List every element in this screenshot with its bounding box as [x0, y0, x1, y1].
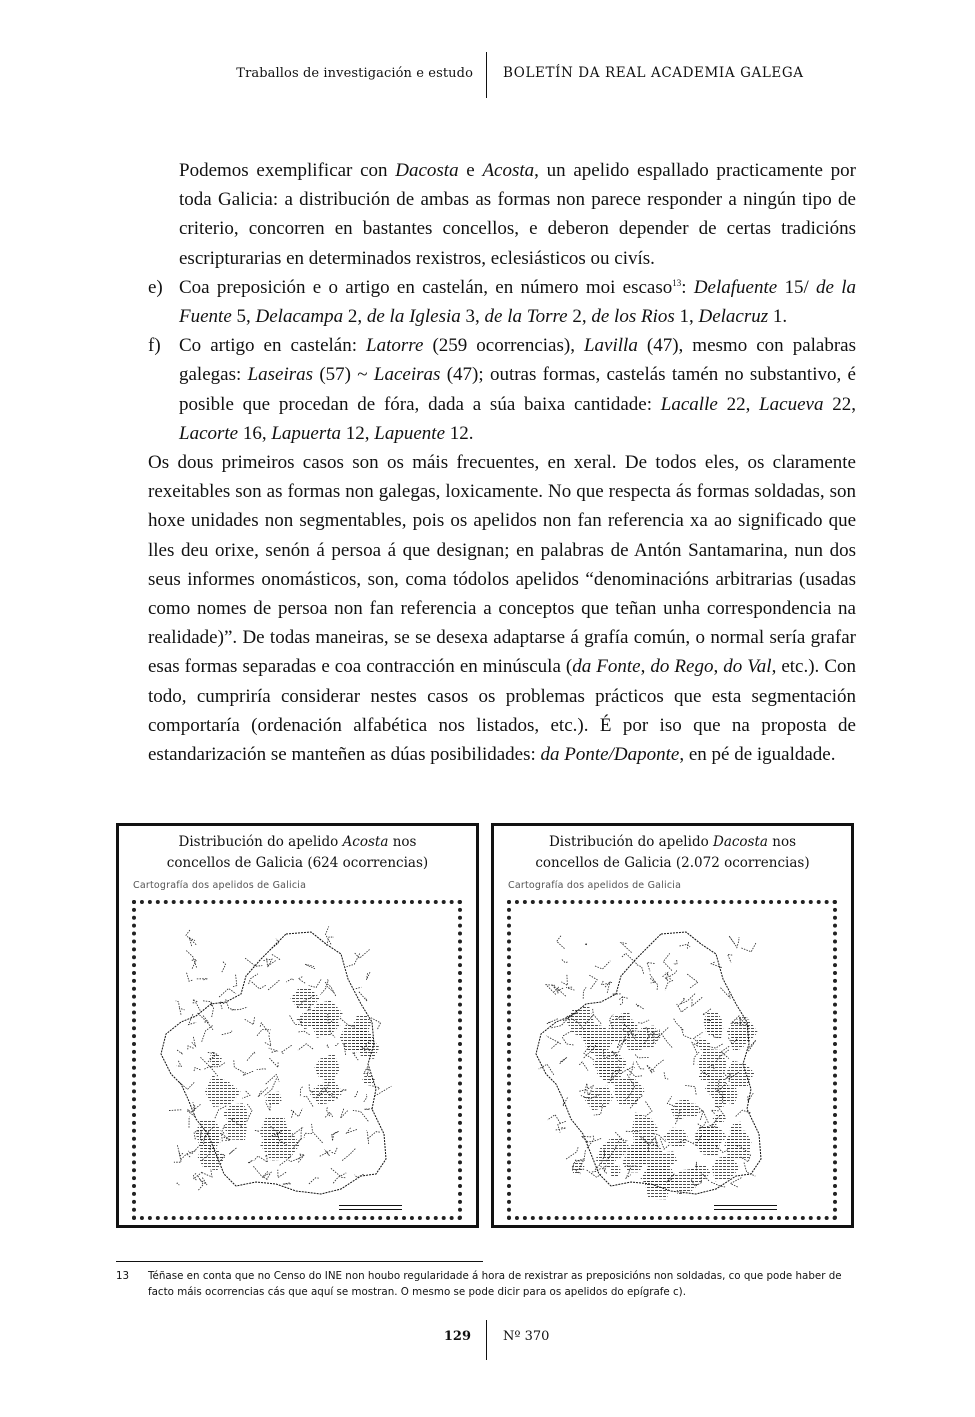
list-item-f — [148, 331, 856, 448]
figure-title-text: Distribución do apelido — [548, 834, 713, 850]
municipal-border — [260, 1023, 270, 1034]
municipal-border — [592, 1168, 601, 1172]
municipal-border — [602, 980, 613, 985]
scale-bar — [714, 1205, 777, 1210]
municipal-border — [177, 1061, 182, 1067]
municipal-border — [365, 1109, 373, 1110]
municipal-border — [257, 1069, 266, 1070]
municipal-border — [332, 1131, 339, 1135]
text-run: , — [713, 656, 724, 678]
text-run: 16, — [238, 422, 272, 444]
municipal-border — [359, 992, 367, 1001]
municipal-border — [627, 1069, 642, 1077]
municipal-border — [254, 1156, 267, 1162]
footnote — [116, 1268, 856, 1300]
municipal-border — [562, 1036, 574, 1045]
text-run: 1, — [674, 306, 699, 328]
italic-term: da Ponte/Daponte — [540, 744, 680, 766]
figure-subtitle: Cartografía dos apelidos de Galicia — [508, 880, 682, 891]
municipal-border — [583, 987, 586, 998]
municipal-border — [669, 970, 677, 977]
page-number: 129 — [443, 1329, 471, 1344]
municipal-border — [367, 1130, 369, 1144]
shaded-municipality — [610, 1165, 621, 1177]
municipal-border — [587, 1170, 602, 1177]
municipal-border — [299, 977, 306, 984]
municipal-border — [194, 1068, 201, 1072]
figure-title-text: Distribución do apelido — [178, 834, 343, 850]
issue-number: Nº 370 — [503, 1329, 550, 1344]
figure-title-surname: Dacosta — [713, 834, 768, 850]
figure-title-text: nos — [388, 834, 417, 850]
galicia-map — [511, 904, 833, 1216]
page-footer — [0, 1320, 975, 1360]
municipal-border — [188, 1155, 191, 1158]
municipal-border — [354, 1091, 358, 1097]
municipal-border — [248, 1160, 253, 1163]
municipal-border — [557, 935, 565, 949]
italic-term: de la Iglesia — [366, 306, 461, 328]
municipal-border — [332, 1148, 338, 1154]
municipal-border — [229, 1148, 237, 1155]
municipal-border — [553, 986, 566, 996]
body-text — [148, 156, 856, 769]
municipal-border — [326, 926, 332, 944]
municipal-border — [249, 974, 258, 984]
municipal-border — [300, 1087, 302, 1097]
municipal-border — [356, 987, 362, 989]
municipal-border — [562, 1031, 572, 1036]
municipal-border — [622, 953, 637, 964]
text-run: Coa preposición e o artigo en castelán, en número moi escaso — [179, 276, 673, 298]
text-run: Co artigo en castelán: — [179, 335, 367, 357]
municipal-border — [547, 1019, 558, 1024]
shaded-municipality — [663, 1128, 688, 1147]
italic-term: Delacruz — [698, 306, 769, 328]
text-run: , — [640, 656, 651, 678]
municipal-border — [728, 954, 733, 962]
municipal-border — [264, 1035, 271, 1046]
municipal-border — [312, 1124, 323, 1143]
municipal-border — [319, 1150, 330, 1156]
municipal-border — [283, 1183, 291, 1184]
municipal-border — [364, 1094, 367, 1102]
municipal-border — [286, 979, 293, 983]
italic-term: Acosta — [482, 160, 535, 181]
text-run: Podemos exemplificar con — [179, 160, 396, 181]
municipal-border — [270, 938, 279, 950]
municipal-border — [193, 1000, 198, 1002]
shaded-municipality — [224, 1116, 247, 1140]
municipal-border — [269, 1058, 278, 1067]
municipal-border — [711, 962, 722, 968]
municipal-border — [187, 973, 193, 982]
municipal-border — [685, 1085, 696, 1094]
italic-term: Laseiras — [247, 364, 314, 386]
municipal-border — [692, 997, 702, 1006]
municipal-border — [546, 985, 556, 995]
text-run: 2, — [567, 306, 592, 328]
italic-term: Dacosta — [395, 160, 459, 181]
municipal-border — [347, 1128, 357, 1133]
italic-term: do Val — [723, 656, 772, 678]
municipal-border — [663, 953, 672, 970]
text-run: 12, — [341, 422, 375, 444]
municipal-border — [179, 1082, 194, 1089]
municipal-border — [202, 1169, 212, 1177]
italic-term: de los Rios — [591, 306, 675, 328]
municipal-border — [595, 961, 610, 969]
municipal-border — [563, 1098, 567, 1107]
municipal-border — [177, 1050, 183, 1054]
municipal-border — [579, 1089, 588, 1094]
municipal-border — [353, 1110, 368, 1121]
municipal-border — [281, 1045, 291, 1053]
municipal-border — [604, 982, 609, 993]
text-run: 12. — [445, 422, 474, 444]
municipal-border — [636, 1004, 644, 1010]
figure-title-line2: concellos de Galicia (2.072 ocorrencias) — [535, 855, 810, 871]
municipal-border — [548, 1115, 561, 1123]
municipal-border — [325, 982, 336, 996]
municipal-border — [308, 1178, 319, 1185]
municipal-border — [621, 943, 632, 953]
municipal-border — [247, 1052, 255, 1060]
municipal-border — [272, 955, 281, 960]
municipal-border — [664, 1072, 668, 1079]
shaded-municipality — [209, 1051, 222, 1066]
figure-title-text: nos — [767, 834, 797, 850]
text-run: e — [458, 160, 483, 181]
scale-bar — [339, 1205, 402, 1210]
municipal-border — [647, 963, 655, 972]
municipal-border — [193, 1003, 201, 1011]
municipal-border — [637, 965, 644, 974]
municipal-border — [335, 1043, 339, 1046]
text-run: (47), mesmo con palabras galegas: — [179, 335, 856, 386]
municipal-border — [245, 958, 262, 966]
municipal-border — [677, 1004, 688, 1012]
municipal-border — [198, 1013, 214, 1030]
text-run: 2, — [343, 306, 367, 328]
list-item-f-text — [179, 335, 856, 444]
municipal-border — [741, 943, 756, 952]
figure-title — [119, 832, 476, 874]
municipal-border — [638, 1020, 649, 1023]
municipal-border — [233, 975, 237, 987]
shaded-municipality — [205, 1076, 241, 1107]
journal-title: BOLETÍN DA REAL ACADEMIA GALEGA — [503, 65, 804, 81]
municipal-border — [177, 1183, 179, 1185]
text-run: 1. — [768, 306, 788, 328]
municipal-border — [189, 1014, 197, 1024]
municipal-border — [585, 943, 587, 945]
shaded-municipality — [567, 1006, 594, 1039]
municipal-border — [561, 975, 567, 985]
municipal-border — [687, 974, 698, 989]
municipal-border — [268, 980, 279, 990]
municipal-border — [188, 1145, 200, 1154]
text-run: , en pé de igualdade. — [679, 744, 836, 766]
municipal-border — [331, 1168, 346, 1178]
municipal-border — [327, 937, 334, 946]
municipal-border — [589, 975, 597, 989]
municipal-border — [174, 1152, 181, 1162]
municipal-border — [699, 1110, 704, 1120]
municipal-border — [635, 1054, 649, 1058]
figure-subtitle: Cartografía dos apelidos de Galicia — [133, 880, 307, 891]
municipal-border — [650, 978, 658, 990]
municipal-border — [263, 959, 272, 967]
municipal-border — [353, 1053, 359, 1061]
municipal-border — [681, 993, 696, 1004]
figure-title-line2: concellos de Galicia (624 ocorrencias) — [166, 855, 429, 871]
shaded-municipality — [613, 1077, 645, 1106]
list-item-e — [148, 273, 856, 331]
municipal-border — [711, 1110, 719, 1113]
municipal-border — [168, 1110, 181, 1111]
municipal-border — [245, 1016, 255, 1024]
text-run: 5, — [231, 306, 256, 328]
italic-term: Delacampa — [255, 306, 344, 328]
municipal-border — [189, 1117, 190, 1128]
municipal-border — [375, 1086, 392, 1096]
footer-divider — [486, 1320, 487, 1360]
municipal-border — [539, 1064, 554, 1075]
municipal-border — [251, 981, 266, 989]
municipal-border — [585, 1083, 588, 1093]
figure-acosta-map — [116, 823, 479, 1228]
municipal-border — [304, 1096, 314, 1106]
map-frame — [507, 900, 837, 1220]
municipal-border — [304, 1133, 312, 1137]
municipal-border — [354, 950, 370, 959]
figure-title — [494, 832, 851, 874]
footnote-rule — [116, 1261, 483, 1262]
municipal-border — [551, 1042, 560, 1048]
municipal-border — [546, 1036, 558, 1043]
shaded-municipality — [724, 1138, 740, 1152]
municipal-border — [176, 1001, 180, 1008]
shaded-municipality — [309, 1080, 344, 1105]
paragraph-dacosta-acosta — [148, 156, 856, 273]
list-item-e-text — [179, 277, 856, 327]
municipal-border — [681, 1027, 691, 1038]
municipal-border — [560, 1057, 567, 1063]
footnote-number: 13 — [116, 1270, 130, 1282]
list-marker-e: e) — [148, 276, 163, 298]
paragraph-main — [148, 448, 856, 769]
text-run: 22, — [717, 393, 760, 415]
municipal-border — [342, 1090, 347, 1091]
italic-term: Lapuerta — [271, 422, 342, 444]
municipal-border — [333, 1173, 346, 1183]
municipal-border — [650, 1060, 663, 1073]
municipal-border — [258, 1088, 268, 1097]
footnote-text: Téñase en conta que no Censo do INE non houbo regularidade á hora de rexistrar as preposicións non soldadas, co que pode haber de facto máis ocorrencias cás que aquí se mostran. O mesmo se pode dicir para os apelidos do epígrafe c). — [148, 1270, 842, 1298]
municipal-border — [188, 1046, 194, 1050]
municipal-border — [620, 996, 623, 1005]
italic-term: Lapuente — [374, 422, 446, 444]
text-run: (259 ocorrencias), — [423, 335, 584, 357]
municipal-border — [709, 1044, 723, 1048]
municipal-border — [661, 1034, 672, 1048]
text-run: Os dous primeiros casos son os máis frecuentes, en xeral. De todos eles, os claramente rexeitables son as formas non galegas, loxicamente. No que respecta ás formas soldadas, son hoxe unidades non segmentables, pois os apelidos non fan referencia xa ao significado que lles deu orixe, senón á persoa á que designan; en palabras de Antón Santamarina, nun dos seus informes onomásticos, son, coma tódolos apelidos “denominacións arbitrarias (usadas como nomes de persoa non fan referencia a conceptos que teñan unha correspondencia na realidade)”. De todas maneiras, se se desexa adaptarse á grafía común, o normal sería grafar esas formas separadas e coa contracción en minúscula ( — [148, 452, 856, 678]
municipal-border — [645, 1102, 652, 1117]
municipal-border — [298, 1031, 310, 1035]
municipal-border — [593, 1009, 601, 1024]
municipal-border — [566, 987, 574, 990]
shaded-municipality — [583, 1085, 613, 1110]
shaded-municipality — [362, 1074, 375, 1085]
municipal-border — [566, 1147, 578, 1160]
municipal-border — [266, 1075, 280, 1085]
text-run: , un apelido espallado practicamente por toda Galicia: a distribución de ambas as formas non parece responder a ningún tipo de criterio, concorren en bastantes concellos, e deberon depender de certas tradicións escripturarias en determinados rexistros, eclesiásticos ou civís. — [179, 160, 857, 269]
italic-term: Lacorte — [179, 422, 239, 444]
municipal-border — [269, 1048, 277, 1052]
municipal-border — [673, 960, 677, 964]
municipal-border — [665, 980, 673, 990]
municipal-border — [234, 1059, 244, 1072]
municipal-border — [305, 964, 315, 969]
municipal-border — [341, 1109, 348, 1118]
municipal-border — [222, 1031, 232, 1035]
municipal-border — [186, 950, 197, 968]
italic-term: Lavilla — [583, 335, 638, 357]
municipal-border — [561, 959, 567, 963]
municipal-border — [729, 936, 736, 946]
map-frame — [132, 900, 462, 1220]
figure-title-surname: Acosta — [342, 834, 389, 850]
section-title: Traballos de investigación e estudo — [236, 66, 473, 81]
municipal-border — [278, 1170, 286, 1178]
header-divider — [486, 52, 487, 98]
italic-term: de la Fuente — [179, 276, 857, 328]
municipal-border — [221, 962, 225, 974]
italic-term: Lacalle — [660, 393, 718, 415]
municipal-border — [673, 1018, 683, 1030]
municipal-border — [737, 937, 739, 948]
text-run: 22, — [823, 393, 857, 415]
municipal-border — [636, 1060, 644, 1069]
italic-term: Delafuente — [693, 276, 778, 298]
shaded-municipality — [314, 1053, 340, 1081]
text-run: 3, — [460, 306, 485, 328]
municipal-border — [267, 957, 276, 966]
municipal-border — [192, 1037, 196, 1046]
figure-dacosta-map — [491, 823, 854, 1228]
municipal-border — [180, 1008, 185, 1014]
municipal-border — [291, 1108, 303, 1116]
municipal-border — [731, 1178, 742, 1188]
text-run: 15/ — [777, 276, 817, 298]
municipal-border — [558, 1121, 566, 1132]
municipal-border — [327, 1045, 329, 1048]
text-run: (57) ~ — [313, 364, 374, 386]
italic-term: de la Torre — [484, 306, 568, 328]
italic-term: Lacueva — [759, 393, 824, 415]
italic-term: Laceiras — [373, 364, 441, 386]
municipal-border — [367, 972, 371, 980]
text-run: (47); outras formas, castelás tamén no substantivo, é posible que procedan de fóra, dada a súa baixa cantidade: — [179, 364, 856, 415]
municipal-border — [680, 944, 691, 947]
galicia-map — [136, 904, 458, 1216]
municipal-border — [748, 1093, 754, 1101]
municipal-border — [579, 1062, 588, 1071]
municipal-border — [219, 988, 236, 997]
municipal-border — [619, 997, 628, 1000]
italic-term: do Rego — [650, 656, 714, 678]
municipal-border — [342, 1149, 355, 1161]
municipal-border — [177, 1145, 183, 1156]
list-marker-f: f) — [148, 335, 161, 357]
municipal-border — [188, 1104, 201, 1112]
italic-term: da Fonte — [572, 656, 641, 678]
municipal-border — [309, 979, 321, 987]
municipal-border — [298, 1044, 313, 1050]
municipal-border — [197, 979, 208, 980]
municipal-border — [368, 1132, 381, 1139]
shaded-municipality — [730, 1033, 746, 1051]
text-run: , etc.). Con todo, cumpriría considerar nestes casos os problemas prácticos que esta segmentación comportaría (ordenación alfabética nos listados, etc.). É por iso que na proposta de estandarización se manteñen as dúas posibilidades: — [148, 656, 857, 766]
shaded-municipality — [265, 1092, 282, 1106]
municipal-border — [255, 1130, 260, 1131]
municipal-border — [242, 1091, 250, 1098]
italic-term: Latorre — [366, 335, 424, 357]
footnote-ref: 13 — [672, 277, 682, 288]
municipal-border — [347, 954, 360, 967]
municipal-border — [613, 994, 621, 995]
municipal-border — [556, 1128, 566, 1130]
text-run: : — [681, 276, 694, 298]
municipal-border — [222, 1125, 225, 1134]
municipal-border — [243, 1071, 253, 1075]
running-head — [0, 52, 975, 100]
